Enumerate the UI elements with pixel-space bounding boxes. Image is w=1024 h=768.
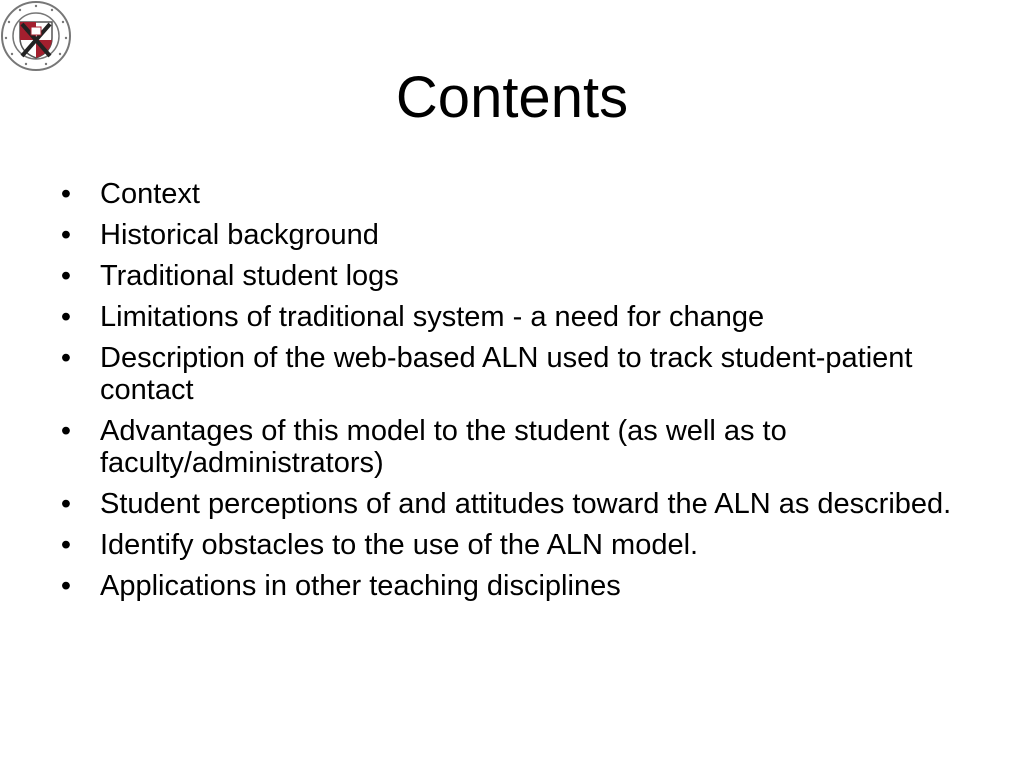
list-item-text: Limitations of traditional system - a need for change [100,301,765,333]
list-item [56,178,976,210]
seal-icon [0,0,72,72]
bullet-icon: • [60,219,72,251]
list-item-text: Context [100,178,200,210]
bullet-icon: • [60,260,72,292]
list-item-text: Historical background [100,219,379,251]
list-item [56,488,976,520]
slide-title: Contents [395,65,629,130]
list-item-text: Traditional student logs [100,260,399,292]
list-item-text: Advantages of this model to the student (as well as to faculty/administrators) [100,415,787,479]
list-item-text: Student perceptions of and attitudes toward the ALN as described. [100,488,952,520]
bullet-icon: • [60,570,72,602]
list-item [56,219,976,251]
list-item [56,570,976,602]
list-item [56,415,976,479]
bullet-icon: • [60,178,72,210]
list-item [56,342,976,406]
list-item-text: Applications in other teaching disciplines [100,570,621,602]
list-item-text: Identify obstacles to the use of the ALN model. [100,529,699,561]
bullet-icon: • [60,529,72,561]
bullet-icon: • [60,415,72,447]
bullet-icon: • [60,488,72,520]
contents-list [56,178,976,611]
bullet-icon: • [60,301,72,333]
university-seal-logo [0,0,72,72]
list-item [56,301,976,333]
list-item [56,260,976,292]
list-item [56,529,976,561]
bullet-icon: • [60,342,72,374]
list-item-text: Description of the web-based ALN used to track student-patient contact [100,342,913,406]
